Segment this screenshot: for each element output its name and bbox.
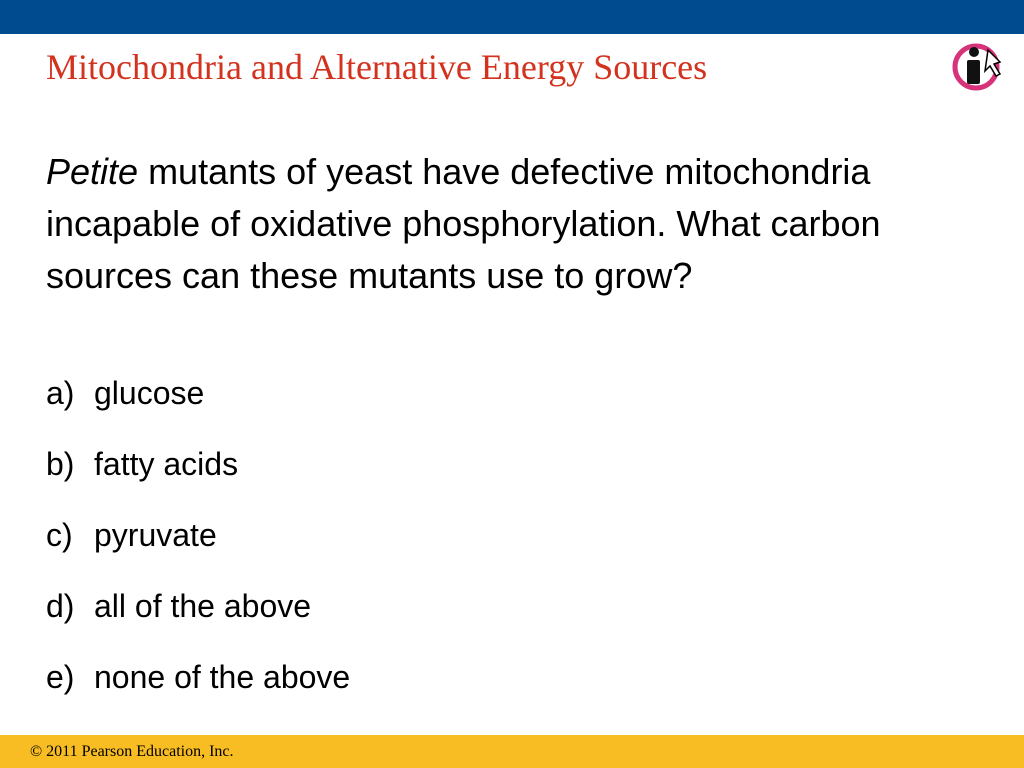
option-text: all of the above [94,588,312,624]
option-e [46,659,946,730]
option-a [46,375,946,446]
option-c [46,517,946,588]
copyright-text: © 2011 Pearson Education, Inc. [30,743,234,760]
question-italic-term: Petite [46,151,139,192]
option-letter: c) [46,517,73,553]
option-letter: e) [46,659,75,695]
option-text: glucose [94,375,205,411]
option-d [46,588,946,659]
option-text: fatty acids [94,446,239,482]
footer-bar [0,735,1024,768]
option-letter: a) [46,375,75,411]
question-text [46,146,946,302]
option-text: pyruvate [94,517,217,553]
question-body: mutants of yeast have defective mitochondria incapable of oxidative phosphorylation. What carbon sources can these mutants use to grow? [46,151,881,296]
slide-title: Mitochondria and Alternative Energy Sources [46,47,708,87]
answer-options [46,375,946,730]
option-letter: d) [46,588,75,624]
option-letter: b) [46,446,75,482]
option-b [46,446,946,517]
clicker-i-icon [950,40,1002,92]
option-text: none of the above [94,659,351,695]
top-banner [0,0,1024,34]
